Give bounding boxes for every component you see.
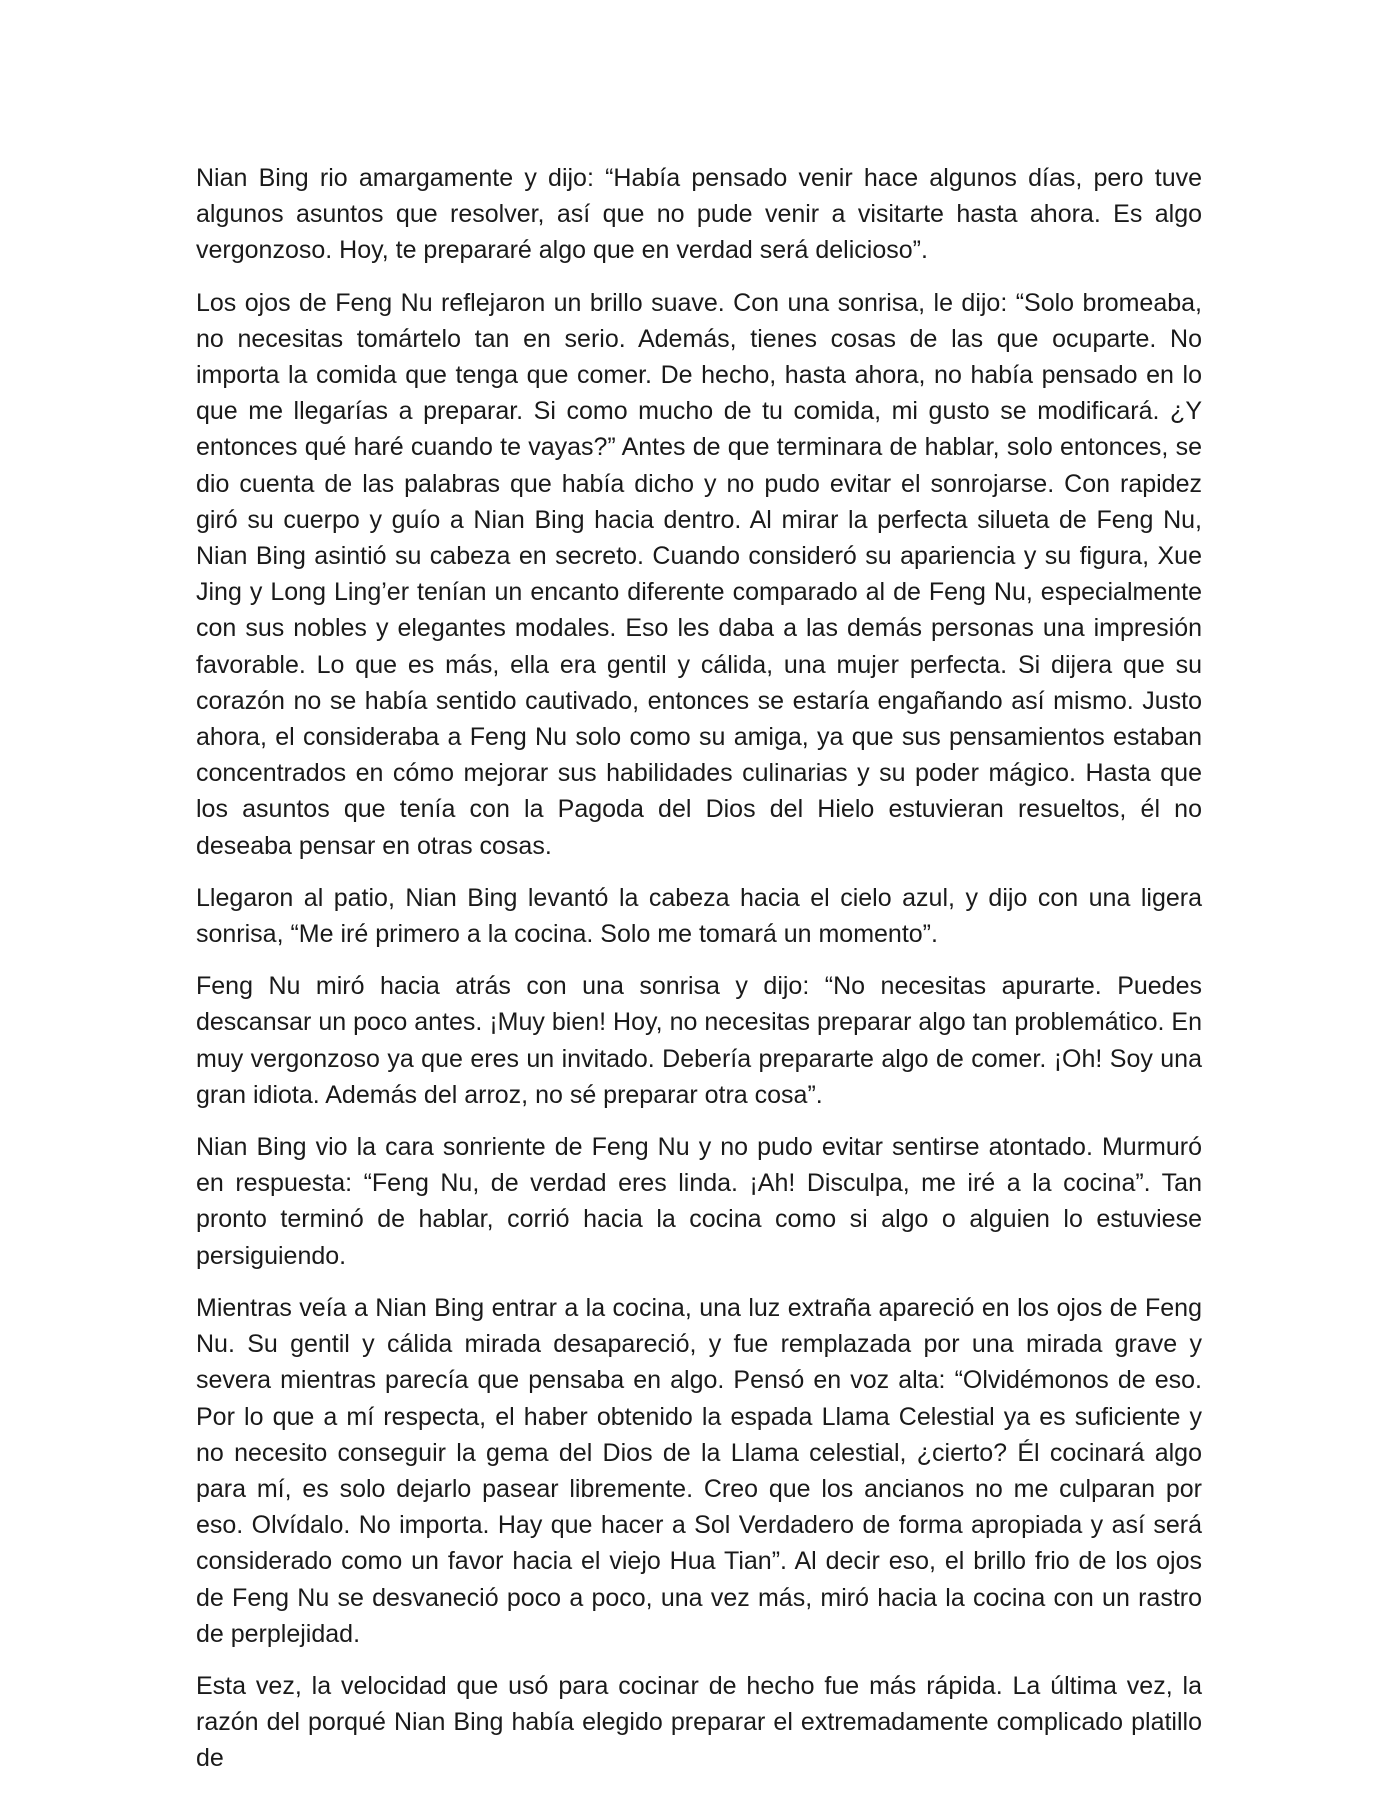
body-text <box>196 160 1202 1793</box>
paragraph-3: Llegaron al patio, Nian Bing levantó la cabeza hacia el cielo azul, y dijo con una ligera sonrisa, “Me iré primero a la cocina. Solo me tomará un momento”. <box>196 883 1202 949</box>
paragraph-6: Mientras veía a Nian Bing entrar a la cocina, una luz extraña apareció en los ojos de Feng Nu. Su gentil y cálida mirada desapareció, y fue remplazada por una mirada grave y severa mientras parecía que pensaba en algo. Pensó en voz alta: “Olvidémonos de eso. Por lo que a mí respecta, el haber obtenido la espada Llama Celestial ya es suficiente y no necesito conseguir la gema del Dios de la Llama celestial, ¿cierto? Él cocinará algo para mí, es solo dejarlo pasear libremente. Creo que los ancianos no me culparan por eso. Olvídalo. No importa. Hay que hacer a Sol Verdadero de forma apropiada y así será considerado como un favor hacia el viejo Hua Tian”. Al decir eso, el brillo frio de los ojos de Feng Nu se desvaneció poco a poco, una vez más, miró hacia la cocina con un rastro de perplejidad. <box>196 1293 1202 1648</box>
paragraph-5: Nian Bing vio la cara sonriente de Feng Nu y no pudo evitar sentirse atontado. Murmuró en respuesta: “Feng Nu, de verdad eres linda. ¡Ah! Disculpa, me iré a la cocina”. Tan pronto terminó de hablar, corrió hacia la cocina como si algo o alguien lo estuviese persiguiendo. <box>196 1133 1202 1270</box>
paragraph-7: Esta vez, la velocidad que usó para cocinar de hecho fue más rápida. La última vez, la razón del porqué Nian Bing había elegido preparar el extremadamente complicado platillo de <box>196 1671 1202 1773</box>
paragraph-2: Los ojos de Feng Nu reflejaron un brillo suave. Con una sonrisa, le dijo: “Solo bromeaba, no necesitas tomártelo tan en serio. Además, tienes cosas de las que ocuparte. No importa la comida que tenga que comer. De hecho, hasta ahora, no había pensado en lo que me llegarías a preparar. Si como mucho de tu comida, mi gusto se modificará. ¿Y entonces qué haré cuando te vayas?” Antes de que terminara de hablar, solo entonces, se dio cuenta de las palabras que había dicho y no pudo evitar el sonrojarse. Con rapidez giró su cuerpo y guío a Nian Bing hacia dentro. Al mirar la perfecta silueta de Feng Nu, Nian Bing asintió su cabeza en secreto. Cuando consideró su apariencia y su figura, Xue Jing y Long Ling’er tenían un encanto diferente comparado al de Feng Nu, especialmente con sus nobles y elegantes modales. Eso les daba a las demás personas una impresión favorable. Lo que es más, ella era gentil y cálida, una mujer perfecta. Si dijera que su corazón no se había sentido cautivado, entonces se estaría engañando así mismo. Justo ahora, el consideraba a Feng Nu solo como su amiga, ya que sus pensamientos estaban concentrados en cómo mejorar sus habilidades culinarias y su poder mágico. Hasta que los asuntos que tenía con la Pagoda del Dios del Hielo estuvieran resueltos, él no deseaba pensar en otras cosas. <box>196 288 1202 860</box>
paragraph-1: Nian Bing rio amargamente y dijo: “Había pensado venir hace algunos días, pero tuve algunos asuntos que resolver, así que no pude venir a visitarte hasta ahora. Es algo vergonzoso. Hoy, te prepararé algo que en verdad será delicioso”. <box>196 164 1202 265</box>
paragraph-4: Feng Nu miró hacia atrás con una sonrisa y dijo: “No necesitas apurarte. Puedes descansar un poco antes. ¡Muy bien! Hoy, no necesitas preparar algo tan problemático. En muy vergonzoso ya que eres un invitado. Debería prepararte algo de comer. ¡Oh! Soy una gran idiota. Además del arroz, no sé preparar otra cosa”. <box>196 972 1202 1109</box>
